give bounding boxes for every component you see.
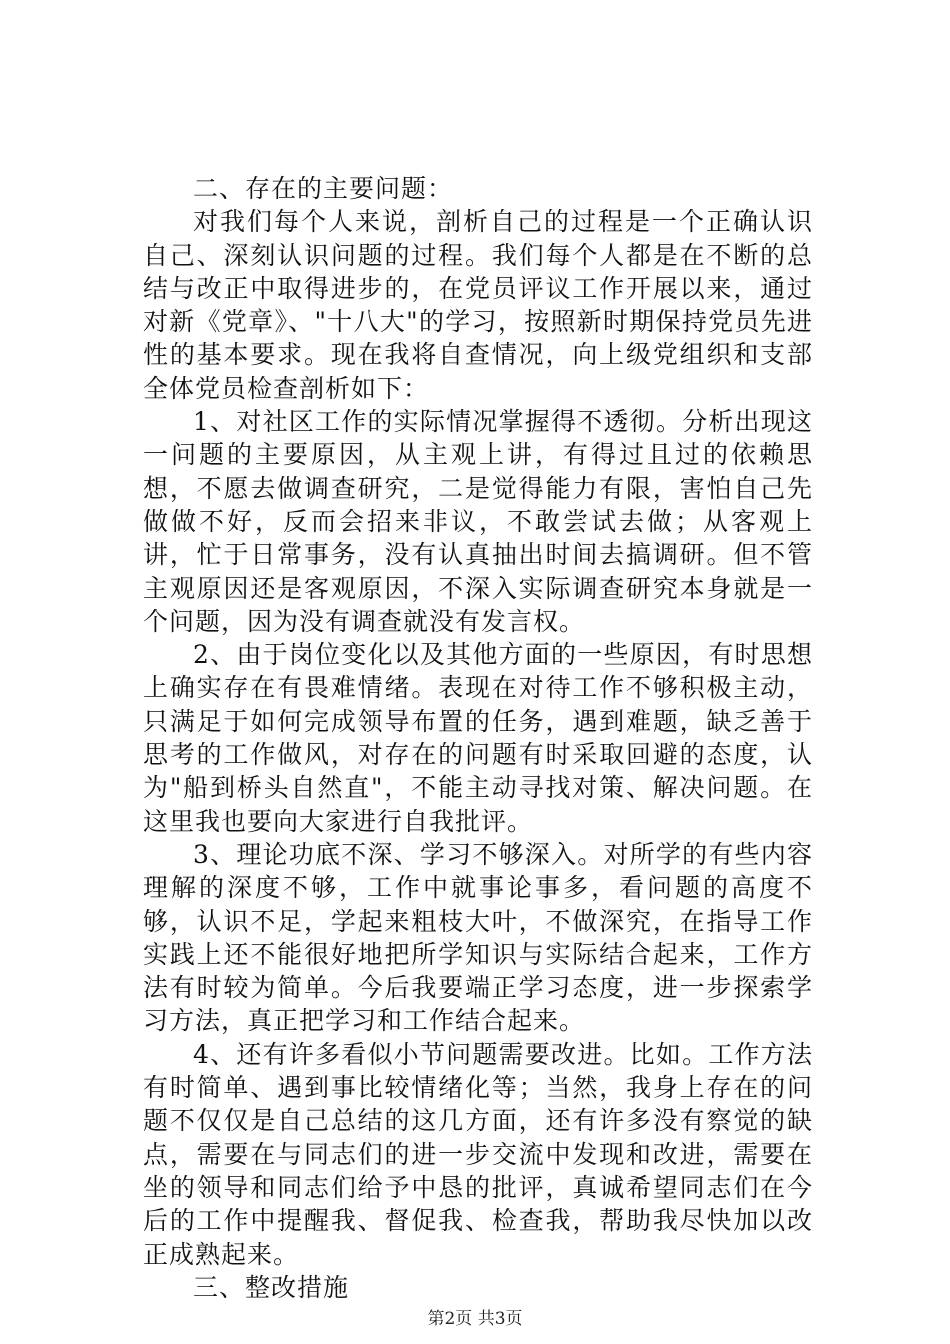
problem-item-3: 3、理论功底不深、学习不够深入。对所学的有些内容理解的深度不够，工作中就事论事多，看问题的高度不够，认识不足，学起来粗枝大叶，不做深究，在指导工作实践上还不能很好地把所学知识与实际结合起来，工作方法有时较为简单。今后我要端正学习态度，进一步探索学习方法，真正把学习和工作结合起来。	[143, 839, 813, 1036]
problem-item-1: 1、对社区工作的实际情况掌握得不透彻。分析出现这一问题的主要原因，从主观上讲，有得过且过的依赖思想，不愿去做调查研究，二是觉得能力有限，害怕自己先做做不好，反而会招来非议，不敢尝试去做；从客观上讲，忙于日常事务，没有认真抽出时间去搞调研。但不管主观原因还是客观原因，不深入实际调查研究本身就是一个问题，因为没有调查就没有发言权。	[143, 407, 813, 636]
page-number-footer: 第2页 共3页	[427, 1309, 523, 1329]
section-heading-problems: 二、存在的主要问题：	[193, 174, 454, 203]
section-heading-measures: 三、整改措施	[193, 1272, 350, 1302]
document-body	[143, 172, 813, 1304]
intro-paragraph: 对我们每个人来说，剖析自己的过程是一个正确认识自己、深刻认识问题的过程。我们每个人都是在不断的总结与改正中取得进步的，在党员评议工作开展以来，通过对新《党章》、"十八大"的学习，按照新时期保持党员先进性的基本要求。现在我将自查情况，向上级党组织和支部全体党员检查剖析如下：	[143, 207, 813, 403]
problem-item-2: 2、由于岗位变化以及其他方面的一些原因，有时思想上确实存在有畏难情绪。表现在对待工作不够积极主动，只满足于如何完成领导布置的任务，遇到难题，缺乏善于思考的工作做风，对存在的问题有时采取回避的态度，认为"船到桥头自然直"，不能主动寻找对策、解决问题。在这里我也要向大家进行自我批评。	[143, 640, 813, 836]
problem-item-4: 4、还有许多看似小节问题需要改进。比如。工作方法有时简单、遇到事比较情绪化等；当然，我身上存在的问题不仅仅是自己总结的这几方面，还有许多没有察觉的缺点，需要在与同志们的进一步交流中发现和改进，需要在坐的领导和同志们给予中恳的批评，真诚希望同志们在今后的工作中提醒我、督促我、检查我，帮助我尽快加以改正成熟起来。	[143, 1039, 813, 1269]
